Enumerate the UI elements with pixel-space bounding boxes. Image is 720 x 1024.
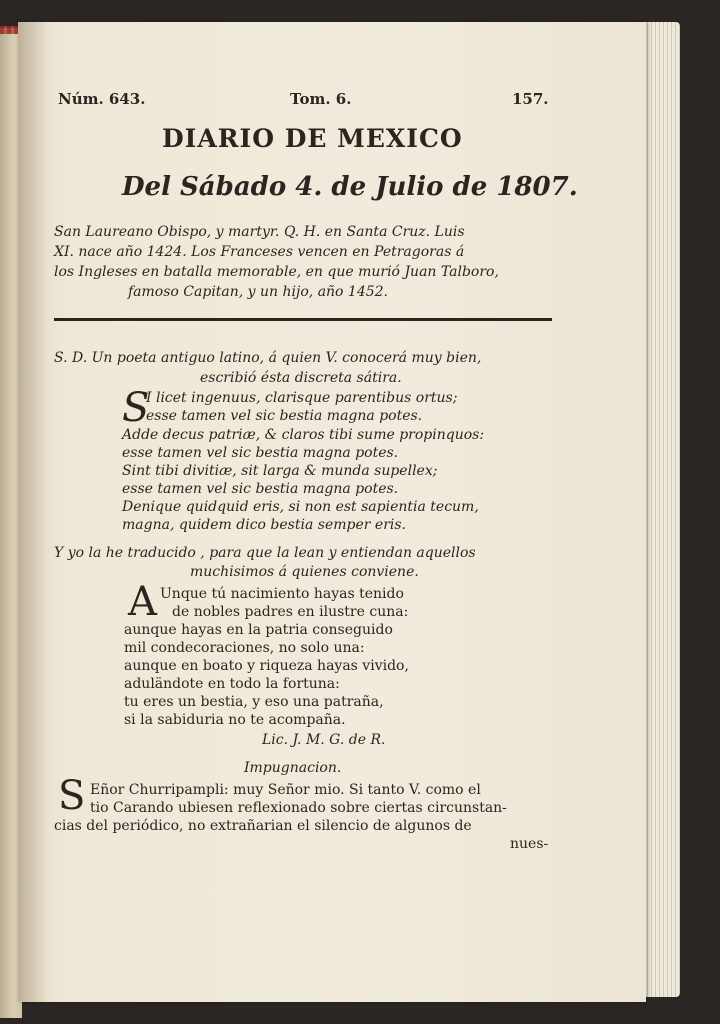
intro-line: escribió ésta discreta sátira.	[200, 370, 402, 386]
body-line: cias del periódico, no extrañarian el silencio de algunos de	[54, 818, 472, 834]
latin-verse-line: Denique quidquid eris, si non est sapientia tecum,	[122, 499, 479, 515]
section-rule	[54, 318, 552, 321]
latin-verse-line: Sint tibi divitiæ, sit larga & munda supellex;	[122, 463, 438, 479]
spanish-verse-line: aduländote en todo la fortuna:	[124, 676, 340, 692]
dropcap: S	[122, 385, 150, 431]
gutter-shadow	[18, 22, 48, 1002]
translation-intro-line: Y yo la he traducido , para que la lean y entiendan aquellos	[54, 545, 476, 561]
latin-verse-line: magna, quidem dico bestia semper eris.	[122, 517, 406, 533]
latin-verse-line: Adde decus patriæ, & claros tibi sume propinquos:	[122, 427, 485, 443]
issue-number: Núm. 643.	[58, 90, 146, 108]
latin-verse-line: esse tamen vel sic bestia magna potes.	[122, 445, 399, 461]
latin-verse-line: esse tamen vel sic bestia magna potes.	[122, 481, 399, 497]
catchword: nues-	[510, 836, 549, 852]
body-line: Eñor Churripampli: muy Señor mio. Si tanto V. como el	[90, 782, 481, 798]
issue-date: Del Sábado 4. de Julio de 1807.	[122, 172, 578, 202]
spanish-verse-line: mil condecoraciones, no solo una:	[124, 640, 365, 656]
spanish-verse-line: si la sabiduria no te acompaña.	[124, 712, 346, 728]
spanish-verse-line: aunque hayas en la patria conseguido	[124, 622, 393, 638]
dropcap: A	[128, 579, 157, 625]
section-heading: Impugnacion.	[244, 760, 342, 776]
spanish-verse-line: de nobles padres en ilustre cuna:	[172, 604, 409, 620]
almanac-line: San Laureano Obispo, y martyr. Q. H. en Santa Cruz. Luis	[54, 224, 465, 240]
almanac-line: XI. nace año 1424. Los Franceses vencen en Petragoras á	[54, 244, 465, 260]
latin-verse-line: I licet ingenuus, clarisque parentibus ortus;	[146, 390, 458, 406]
volume-number: Tom. 6.	[290, 90, 352, 108]
newspaper-title: DIARIO DE MEXICO	[162, 124, 463, 153]
page-number: 157.	[512, 90, 549, 108]
almanac-line: los Ingleses en batalla memorable, en que murió Juan Talboro,	[54, 264, 499, 280]
spanish-verse-line: aunque en boato y riqueza hayas vivido,	[124, 658, 409, 674]
dropcap: S	[58, 773, 86, 819]
almanac-line: famoso Capitan, y un hijo, año 1452.	[128, 284, 389, 300]
page-stack-edge	[640, 22, 680, 997]
intro-line: S. D. Un poeta antiguo latino, á quien V. conocerá muy bien,	[54, 350, 482, 366]
body-line: tio Carando ubiesen reflexionado sobre ciertas circunstan-	[90, 800, 507, 816]
spanish-verse-line: Unque tú nacimiento hayas tenido	[160, 586, 404, 602]
translation-intro-line: muchisimos á quienes conviene.	[190, 564, 419, 580]
spanish-verse-line: tu eres un bestia, y eso una patraña,	[124, 694, 384, 710]
signature: Lic. J. M. G. de R.	[262, 732, 386, 748]
latin-verse-line: esse tamen vel sic bestia magna potes.	[146, 408, 423, 424]
